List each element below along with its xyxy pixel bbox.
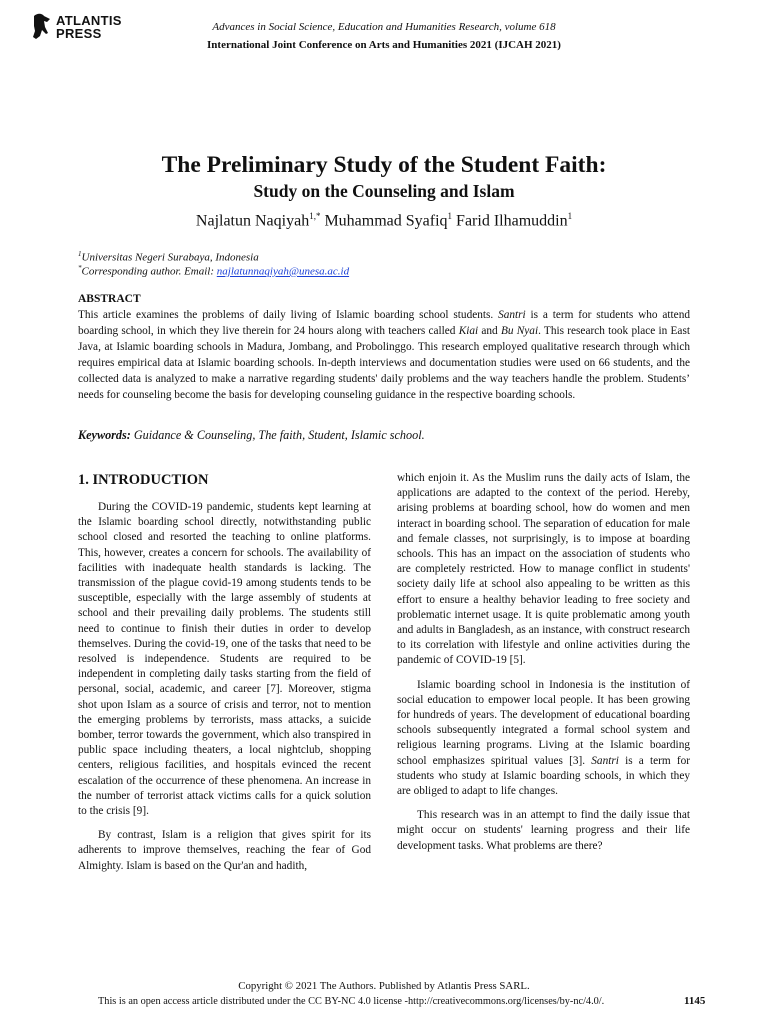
paragraph-segment: is a term for students who study at Islamic boarding schools, in which they are obliged to adapt to life changes.	[397, 754, 690, 798]
author-name: Najlatun Naqiyah	[195, 212, 310, 230]
affiliation	[78, 250, 259, 264]
journal-name: Advances in Social Science, Education and Humanities Research, volume 618	[212, 21, 556, 33]
paragraph	[397, 678, 690, 800]
conference-name: International Joint Conference on Arts and Humanities 2021 (IJCAH 2021)	[207, 39, 561, 51]
abstract-segment: and	[478, 325, 501, 337]
paper-subtitle: Study on the Counseling and Islam	[253, 181, 515, 201]
keywords-label: Keywords:	[78, 428, 131, 442]
affiliation-mark: 1	[78, 250, 82, 258]
paragraph: which enjoin it. As the Muslim runs the daily acts of Islam, the applications are adapted to the context of the period. Hereby, arising problems at boarding school, how do women and men interact in boarding school. The separation of education for male and female classes, not surprisingly, is to impose at boarding schools. This has an impact on the association of students who are completely restricted. How to manage conflict in students' society daily life at school also appealing to be written as this effort to ensure a healthy behavior leading to free society and problematic internet usage. It is quite problematic among youth and adults in Bangladesh, as an instance, with construct research to its correlation with lifestyle and online activities during the pandemic of COVID-19 [5].	[397, 472, 690, 667]
author-name: Farid Ilhamuddin	[456, 212, 568, 230]
keywords	[78, 428, 425, 443]
abstract-segment: is a term for students who attend boarding school, in which they live therein for 24 hours along with teachers called	[78, 309, 690, 337]
corresponding-label: Corresponding author. Email:	[81, 265, 217, 278]
author-list	[0, 211, 768, 230]
abstract-segment: This article examines the problems of daily living of Islamic boarding school students.	[78, 309, 499, 321]
corresponding-author	[78, 264, 349, 278]
page-number: 1145	[684, 995, 706, 1007]
term-kiai: Kiai	[458, 325, 479, 337]
affiliation-text: Universitas Negeri Surabaya, Indonesia	[81, 251, 259, 264]
keywords-text: Guidance & Counseling, The faith, Student, Islamic school.	[130, 428, 425, 442]
section-heading: 1. INTRODUCTION	[78, 472, 209, 488]
term-santri: Santri	[498, 309, 526, 321]
paragraph-segment: Islamic boarding school in Indonesia is the institution of social education to empower local people. It has been growing for hundreds of years. The development of educational boarding schools subsequently integrated a formal school system and religious learning programs. Living at the Islamic boarding school emphasizes spiritual values [3].	[397, 678, 690, 767]
paragraph: By contrast, Islam is a religion that gives spirit for its adherents to improve themselves, reaching the fear of God Almighty. Islam is based on the Qur'an and hadith,	[78, 829, 371, 872]
paragraph: This research was in an attempt to find the daily issue that might occur on students' learning progress and their life development tasks. What problems are there?	[397, 809, 690, 852]
copyright-notice: Copyright © 2021 The Authors. Published by Atlantis Press SARL.	[238, 980, 530, 992]
author-affiliation-mark: 1,*	[309, 211, 321, 221]
abstract-text	[78, 307, 690, 403]
paragraph: During the COVID-19 pandemic, students kept learning at the Islamic boarding school directly, notwithstanding public school closed and resorted the teaching to online platforms. This, however, creates a concern for schools. The availability of facilities with inadequate health standards is lacking. The transmission of the plague covid-19 among students tends to be susceptible, especially with the large assembly of students at school and their prevailing daily problems. The students still need to continue to finish their duties in order to develop themselves. During the covid-19, one of the tasks that need to be resolved is independence. Students are required to be independent in completing daily tasks starting from the field of personal, social, academic, and career [7]. Moreover, stigma shot upon Islam as a source of crisis and terror, not to mention the emerging problems by terrorists, mass attacks, a suicide bomber, terror towards the government, which also transpired in public space including theaters, a local nightclub, shopping centers, religious facilities, and hospitals evinced the recent escalation of the occurrence of these phenomena. An increase in the number of terrorist attack victims calls for a quick solution to the crisis [9].	[78, 501, 371, 818]
publisher-logo-text: ATLANTIS PRESS	[56, 13, 122, 41]
license-notice: This is an open access article distributed under the CC BY-NC 4.0 license -http://creativecommons.org/licenses/by-nc/4.0/.	[98, 996, 605, 1007]
term-santri: Santri	[591, 754, 619, 767]
author-affiliation-mark: 1	[567, 211, 573, 221]
author-affiliation-mark: 1	[447, 211, 453, 221]
email-link[interactable]: najlatunnaqiyah@unesa.ac.id	[216, 265, 350, 278]
corresponding-mark: *	[78, 264, 82, 272]
abstract-heading: ABSTRACT	[78, 293, 141, 305]
author-name: Muhammad Syafiq	[324, 212, 448, 230]
abstract-segment: . This research took place in East Java, at Islamic boarding schools in Madura, Jombang, and Probolinggo. This research employed qualitative research through which requires empirical data at Islamic boarding schools. In-depth interviews and documentation studies were used on 66 students, and the collected data is analyzed to make a narrative regarding students' daily problems and the way teachers handle the problem. Students’ needs for counseling become the basis for developing counseling guidance in the respective boarding schools.	[78, 325, 690, 401]
paper-title: The Preliminary Study of the Student Faith:	[161, 152, 607, 178]
term-bu-nyai: Bu Nyai	[500, 325, 539, 337]
left-column	[78, 500, 371, 874]
right-column	[397, 471, 690, 854]
